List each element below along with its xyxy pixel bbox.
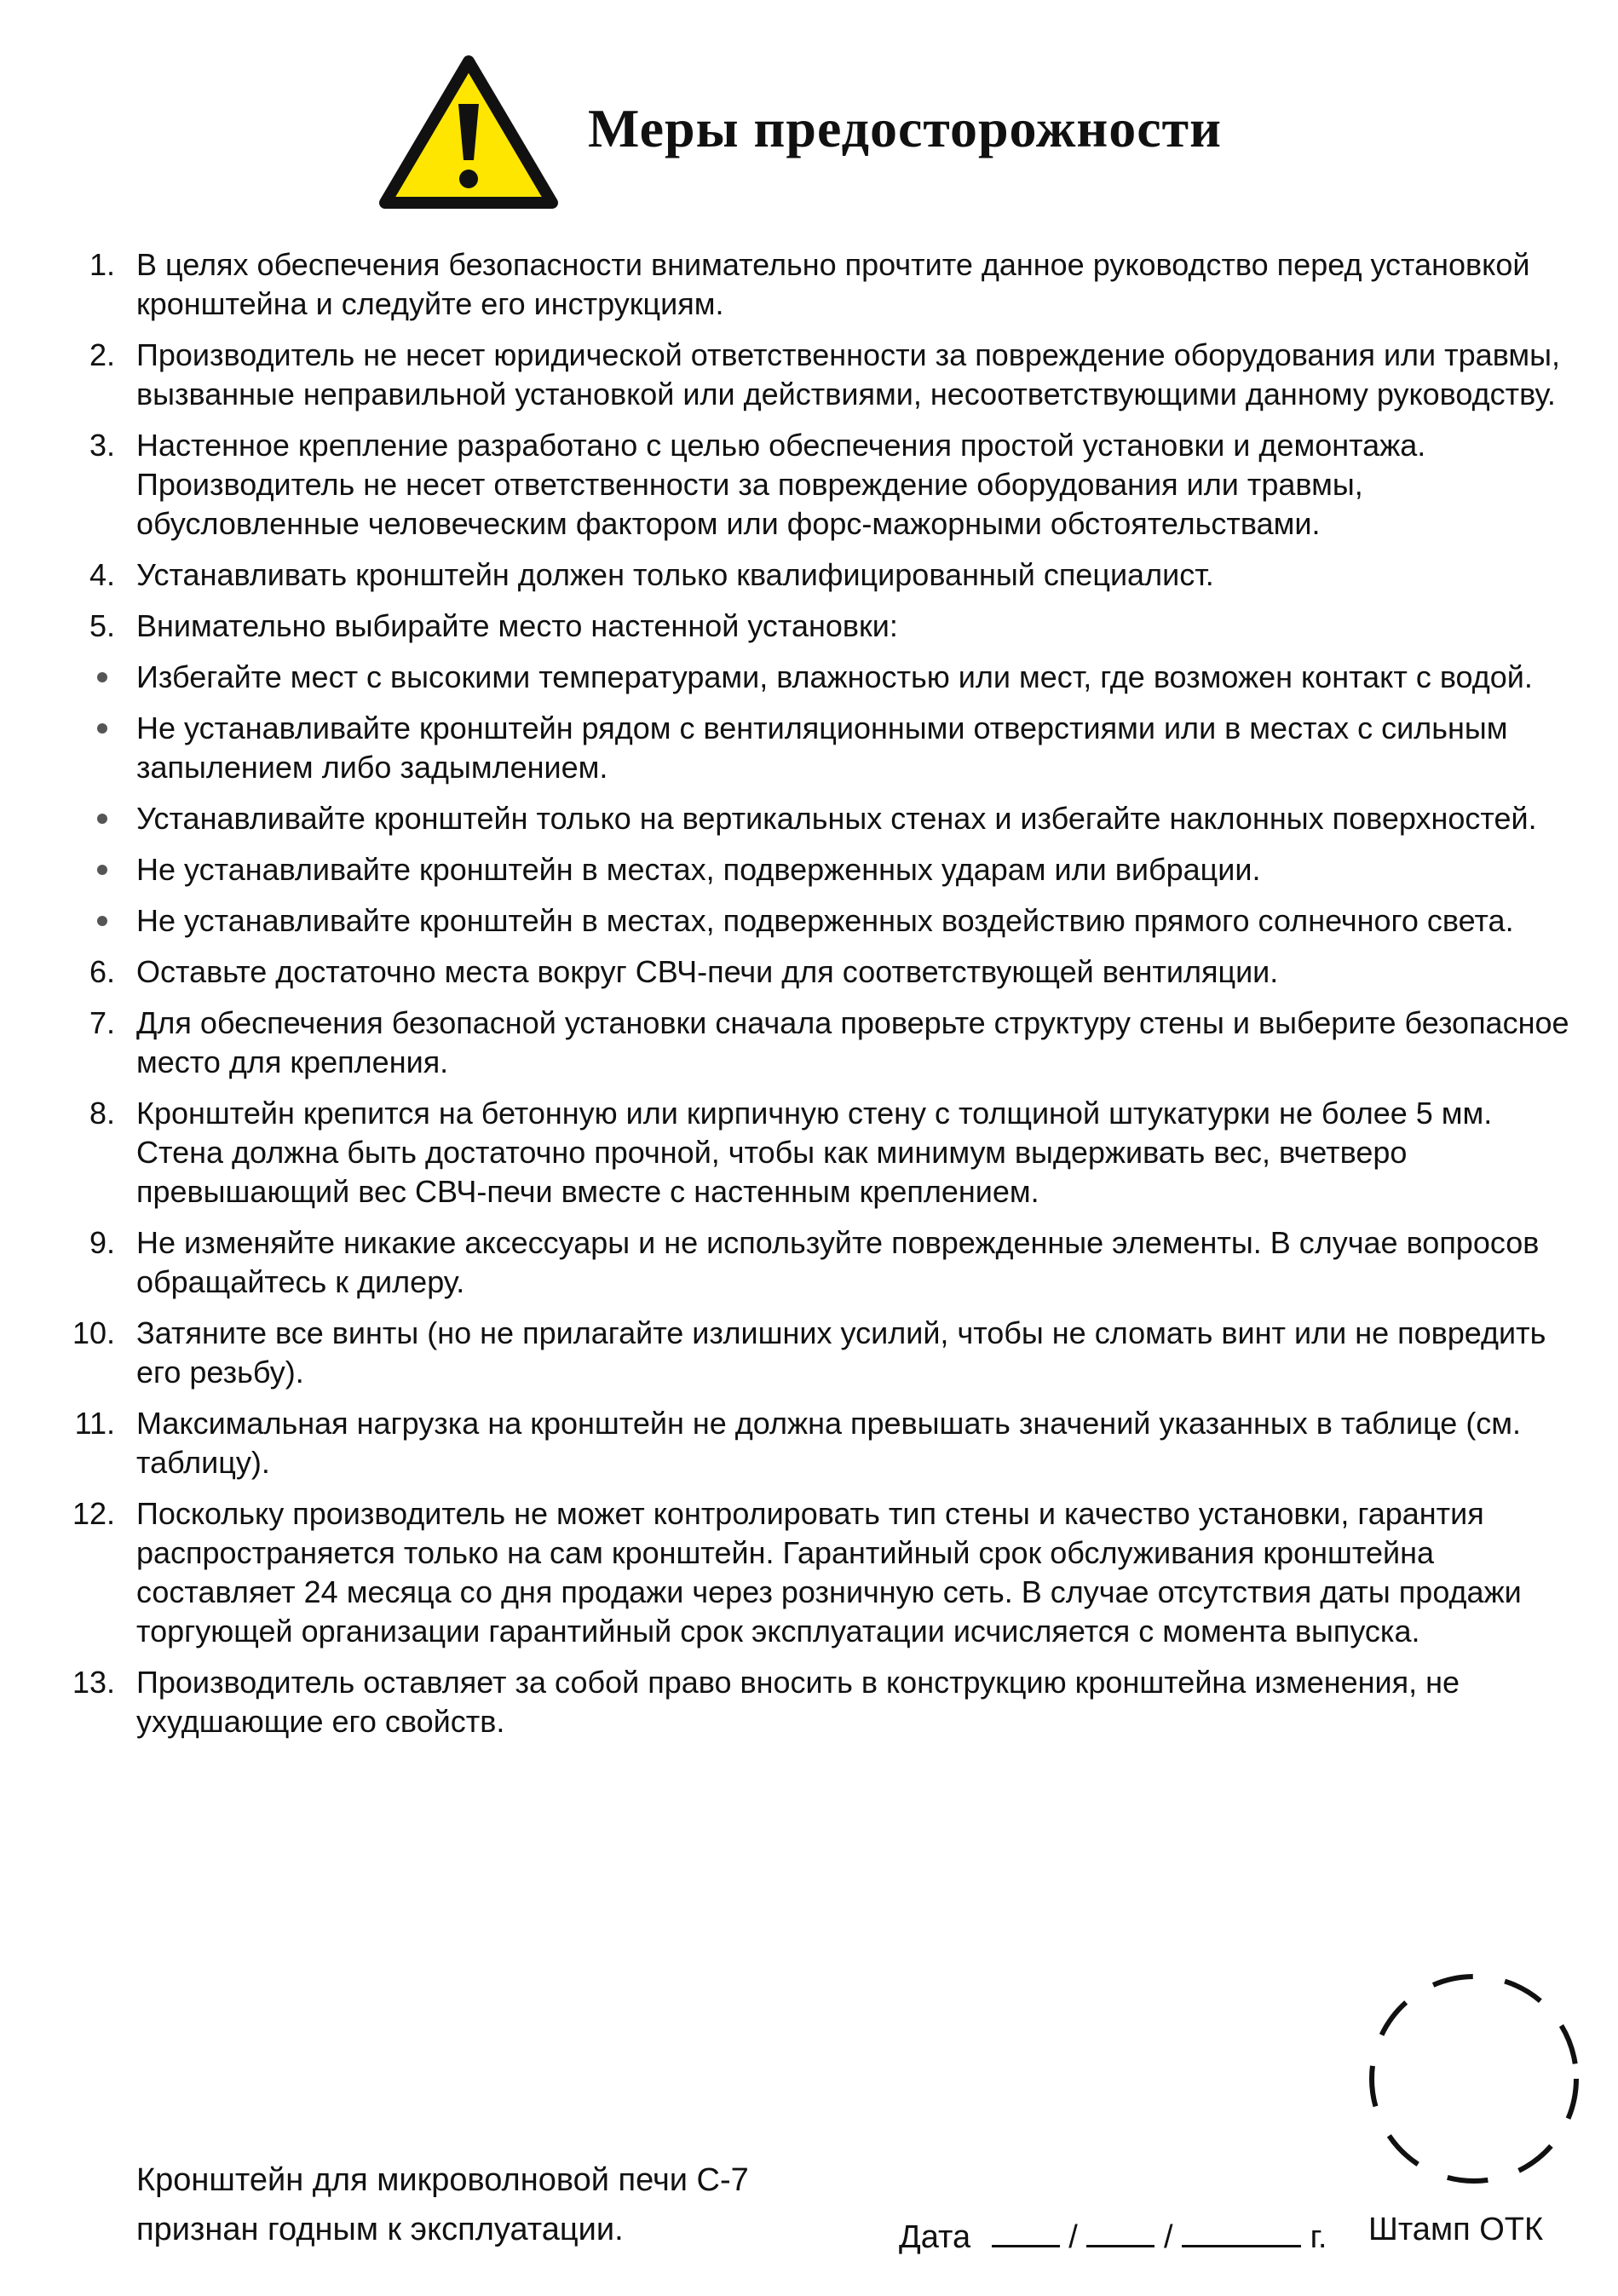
bullet-item [60,901,1576,941]
date-day-blank [992,2211,1060,2247]
item-text: Максимальная нагрузка на кронштейн не должна превышать значений указанных в таблице (см. таблицу). [136,1406,1522,1480]
item-number: 11. [74,1406,115,1441]
item-text: Настенное крепление разработано с целью обеспечения простой установки и демонтажа. Производитель не несет ответственности за повреждение оборудования или травмы, обусловленные человеческим фактором или форс-мажорными обстоятельствами. [136,428,1426,541]
item-text: Внимательно выбирайте место настенной установки: [136,608,898,643]
item-text: Для обеспечения безопасной установки сначала проверьте структуру стены и выберите безопасное место для крепления. [136,1005,1569,1079]
page-title: Меры предосторожности [588,98,1222,158]
item-text: Не устанавливайте кронштейн в местах, подверженных ударам или вибрации. [136,852,1261,887]
list-item [60,607,1576,646]
list-item [60,1094,1576,1211]
item-number: 3. [89,428,115,463]
stamp-label: Штамп ОТК [1368,2212,1544,2247]
bullet-icon [97,672,107,682]
certification-line-2: признан годным к эксплуатации. [136,2212,624,2247]
item-text: Затяните все винты (но не прилагайте излишних усилий, чтобы не сломать винт или не повредить его резьбу). [136,1315,1546,1390]
item-number: 2. [89,337,115,372]
item-number: 7. [89,1005,115,1040]
item-number: 10. [72,1315,115,1350]
list-item [60,1494,1576,1651]
item-number: 5. [89,608,115,643]
list-item [60,336,1576,414]
item-text: Поскольку производитель не может контролировать тип стены и качество установки, гарантия распространяется только на сам кронштейн. Гарантийный срок обслуживания кронштейна составляет 24 месяца со дня продажи через розничную сеть. В случае отсутствия даты продажи торгующей организации гарантийный срок эксплуатации исчисляется с момента выпуска. [136,1496,1522,1649]
bullet-item [60,799,1576,838]
certification-text [136,2155,749,2254]
item-text: Кронштейн крепится на бетонную или кирпичную стену с толщиной штукатурки не более 5 мм. Стена должна быть достаточно прочной, чтобы как минимум выдерживать вес, вчетверо превышающий вес СВЧ-печи вместе с настенным креплением. [136,1096,1493,1209]
item-number: 6. [89,954,115,989]
list-item [60,426,1576,544]
list-item [60,1404,1576,1482]
warning-triangle-icon [375,51,562,213]
item-number: 9. [89,1225,115,1260]
item-text: В целях обеспечения безопасности внимательно прочтите данное руководство перед установкой кронштейна и следуйте его инструкциям. [136,247,1530,321]
bullet-icon [97,916,107,926]
date-separator-1: / [1068,2219,1078,2255]
item-text: Устанавливать кронштейн должен только квалифицированный специалист. [136,557,1214,592]
item-text: Производитель оставляет за собой право вносить в конструкцию кронштейна изменения, не ухудшающие его свойств. [136,1665,1460,1739]
list-item [60,1314,1576,1392]
list-item [60,1223,1576,1302]
date-separator-2: / [1163,2219,1173,2255]
list-item [60,1004,1576,1082]
bullet-icon [97,814,107,824]
item-number: 8. [89,1096,115,1131]
date-suffix: г. [1310,2219,1327,2255]
bullet-item [60,709,1576,787]
list-item [60,1663,1576,1741]
date-label: Дата [899,2219,971,2255]
certification-line-1: Кронштейн для микроволновой печи С-7 [136,2162,749,2198]
item-text: Избегайте мест с высокими температурами, влажностью или мест, где возможен контакт с водой. [136,659,1533,694]
item-text: Производитель не несет юридической ответственности за повреждение оборудования или травмы, вызванные неправильной установкой или действиями, несоответствующими данному руководству. [136,337,1561,411]
bullet-icon [97,865,107,875]
list-item [60,952,1576,992]
bullet-item [60,850,1576,889]
bullet-icon [97,723,107,734]
bullet-item [60,658,1576,697]
item-number: 1. [89,247,115,282]
precautions-list [60,245,1576,1753]
item-number: 4. [89,557,115,592]
date-field [899,2211,1327,2256]
item-text: Не устанавливайте кронштейн рядом с вентиляционными отверстиями или в местах с сильным запылением либо задымлением. [136,711,1508,785]
item-text: Оставьте достаточно места вокруг СВЧ-печи для соответствующей вентиляции. [136,954,1279,989]
date-month-blank [1086,2211,1154,2247]
item-text: Устанавливайте кронштейн только на вертикальных стенах и избегайте наклонных поверхностей. [136,801,1537,836]
item-text: Не устанавливайте кронштейн в местах, подверженных воздействию прямого солнечного света. [136,903,1514,938]
item-number: 13. [72,1665,115,1700]
list-item [60,555,1576,595]
stamp-placeholder-circle [1355,1959,1593,2198]
item-text: Не изменяйте никакие аксессуары и не используйте поврежденные элементы. В случае вопросов обращайтесь к дилеру. [136,1225,1540,1299]
list-item [60,245,1576,324]
date-year-blank [1182,2211,1301,2247]
item-number: 12. [72,1496,115,1531]
header [375,51,1397,213]
